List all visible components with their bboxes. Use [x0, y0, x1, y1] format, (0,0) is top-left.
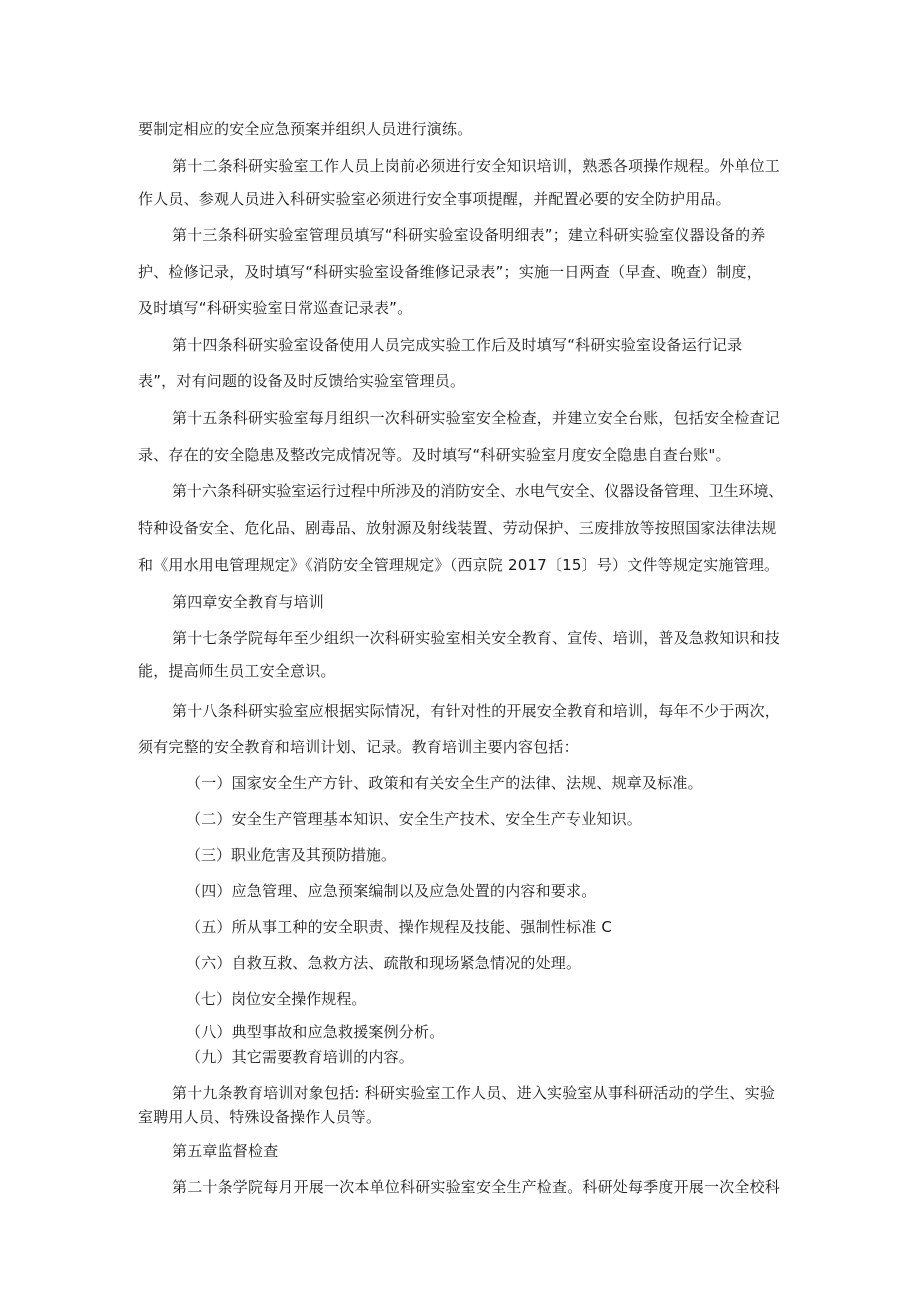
list-item: （八）典型事故和应急救援案例分析。: [186, 1023, 445, 1041]
text-line: 第十三条科研实验室管理员填写“科研实验室设备明细表”；建立科研实验室仪器设备的养: [172, 226, 766, 244]
list-item: （五）所从事工种的安全职责、操作规程及技能、强制性标准 C: [186, 918, 613, 936]
chapter-heading: 第四章安全教育与培训: [172, 593, 325, 611]
text-line: 第十七条学院每年至少组织一次科研实验室相关安全教育、宣传、培训，普及急救知识和技: [172, 629, 781, 647]
list-item: （七）岗位安全操作规程。: [186, 990, 366, 1008]
text-line: 特种设备安全、危化品、剧毒品、放射源及射线装置、劳动保护、三废排放等按照国家法律法规: [138, 519, 777, 537]
text-line: 须有完整的安全教育和培训计划、记录。教育培训主要内容包括：: [138, 738, 579, 756]
list-item: （二）安全生产管理基本知识、安全生产技术、安全生产专业知识。: [186, 810, 643, 828]
text-line: 第十四条科研实验室设备使用人员完成实验工作后及时填写“科研实验室设备运行记录: [172, 336, 743, 354]
text-line: 要制定相应的安全应急预案并组织人员进行演练。: [138, 120, 473, 138]
list-item: （三）职业危害及其预防措施。: [186, 846, 396, 864]
text-line: 和《用水用电管理规定》《消防安全管理规定》（西京院 2017〔15〕号）文件等规定实施管理。: [138, 556, 780, 574]
text-line: 第十六条科研实验室运行过程中所涉及的消防安全、水电气安全、仪器设备管理、卫生环境、: [172, 482, 783, 500]
text-line: 第十九条教育培训对象包括: 科研实验室工作人员、进入实验室从事科研活动的学生、实验: [172, 1084, 776, 1102]
text-line: 作人员、参观人员进入科研实验室必须进行安全事项提醒，并配置必要的安全防护用品。: [138, 190, 731, 208]
list-item: （一）国家安全生产方针、政策和有关安全生产的法律、法规、规章及标准。: [186, 774, 703, 792]
text-line: 护、检修记录，及时填写“科研实验室设备维修记录表”；实施一日两查（早查、晚查）制度，: [138, 263, 762, 281]
text-line: 表”，对有问题的设备及时反馈给实验室管理员。: [138, 372, 466, 390]
list-item: （九）其它需要教育培训的内容。: [186, 1048, 415, 1066]
list-item: （六）自救互救、急救方法、疏散和现场紧急情况的处理。: [186, 954, 582, 972]
list-item: （四）应急管理、应急预案编制以及应急处置的内容和要求。: [186, 882, 597, 900]
text-line: 第十八条科研实验室应根据实际情况，有针对性的开展安全教育和培训，每年不少于两次，: [172, 702, 781, 720]
text-line: 能，提高师生员工安全意识。: [138, 662, 336, 680]
text-line: 及时填写“科研实验室日常巡查记录表”。: [138, 299, 413, 317]
text-line: 录、存在的安全隐患及整改完成情况等。及时填写“科研实验室月度安全隐患自查台账"。: [138, 446, 731, 464]
text-line: 第二十条学院每月开展一次本单位科研实验室安全生产检查。科研处每季度开展一次全校科: [172, 1178, 781, 1196]
text-line: 室聘用人员、特殊设备操作人员等。: [138, 1108, 382, 1126]
chapter-heading: 第五章监督检查: [172, 1142, 279, 1160]
text-line: 第十五条科研实验室每月组织一次科研实验室安全检查，并建立安全台账，包括安全检查记: [172, 409, 781, 427]
text-line: 第十二条科研实验室工作人员上岗前必须进行安全知识培训，熟悉各项操作规程。外单位工: [172, 157, 781, 175]
